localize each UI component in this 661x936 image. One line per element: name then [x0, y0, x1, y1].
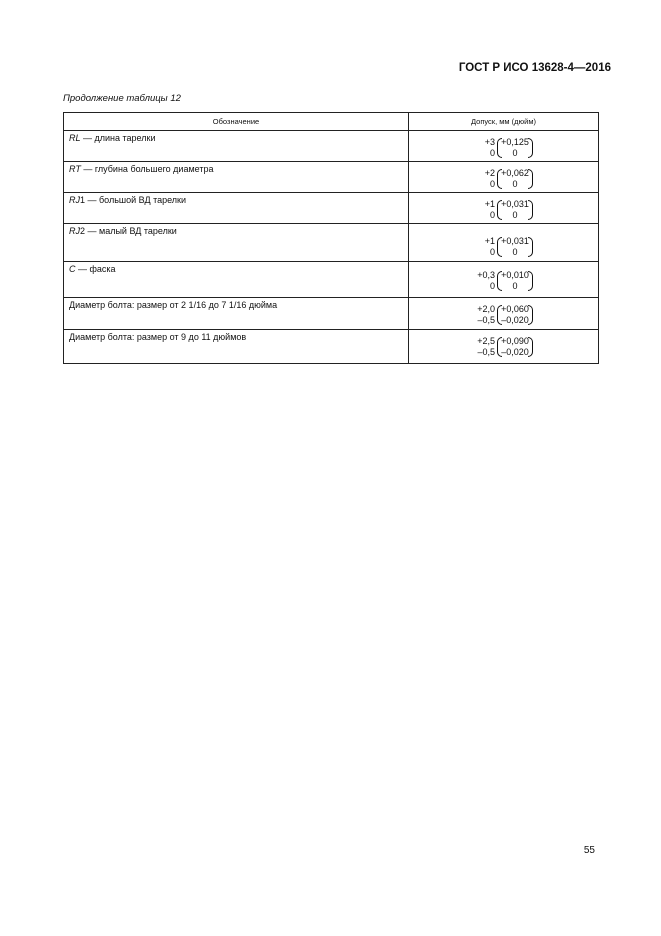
inch-lower: 0 [512, 210, 518, 220]
designation-cell [64, 162, 409, 193]
description: — глубина большего диаметра [80, 164, 214, 174]
inch-lower: 0 [512, 148, 518, 158]
tolerance-cell [409, 162, 599, 193]
column-header-tolerance: Допуск, мм (дюйм) [409, 113, 599, 131]
table-row [64, 298, 599, 330]
inch-lower: –0,020 [501, 347, 529, 357]
inch-upper: +0,031 [501, 236, 529, 246]
inch-lower: –0,020 [501, 315, 529, 325]
description: Диаметр болта: размер от 9 до 11 дюймов [69, 332, 247, 342]
table-header-row [64, 113, 599, 131]
mm-lower: 0 [489, 148, 495, 158]
mm-tolerance [477, 304, 495, 326]
mm-lower: 0 [489, 281, 495, 291]
inch-upper: +0,010 [501, 270, 529, 280]
description: 1 — большой ВД тарелки [80, 195, 187, 205]
mm-tolerance [477, 270, 495, 292]
table-row [64, 193, 599, 224]
column-header-designation: Обозначение [64, 113, 409, 131]
inch-tolerance [497, 236, 533, 258]
table-row [64, 162, 599, 193]
mm-upper: +1 [484, 236, 495, 246]
inch-upper: +0,062 [501, 168, 529, 178]
inch-lower: 0 [512, 281, 518, 291]
mm-lower: –0,5 [477, 315, 495, 325]
inch-upper: +0,060 [501, 304, 529, 314]
table-row [64, 131, 599, 162]
inch-tolerance [497, 199, 533, 221]
table-row [64, 330, 599, 364]
mm-upper: +3 [484, 137, 495, 147]
tolerance-table [63, 112, 599, 364]
mm-tolerance [485, 137, 495, 159]
inch-tolerance [497, 336, 533, 358]
designation-cell [64, 131, 409, 162]
symbol: C [69, 264, 76, 274]
mm-lower: 0 [489, 179, 495, 189]
inch-tolerance [497, 270, 533, 292]
mm-lower: 0 [489, 210, 495, 220]
tolerance-cell [409, 131, 599, 162]
designation-cell [64, 262, 409, 298]
table-row [64, 224, 599, 262]
inch-upper: +0,031 [501, 199, 529, 209]
mm-upper: +2 [484, 168, 495, 178]
mm-lower: –0,5 [477, 347, 495, 357]
symbol: RJ [69, 226, 80, 236]
mm-upper: +2,5 [477, 336, 495, 346]
symbol: RT [69, 164, 81, 174]
inch-upper: +0,125 [501, 137, 529, 147]
mm-tolerance [485, 199, 495, 221]
inch-lower: 0 [512, 179, 518, 189]
tolerance-cell [409, 262, 599, 298]
tolerance-cell [409, 224, 599, 262]
symbol: RJ [69, 195, 80, 205]
symbol: RL [69, 133, 81, 143]
mm-tolerance [477, 336, 495, 358]
description: 2 — малый ВД тарелки [80, 226, 177, 236]
designation-cell [64, 298, 409, 330]
table-caption: Продолжение таблицы 12 [63, 93, 181, 104]
mm-lower: 0 [489, 247, 495, 257]
mm-upper: +1 [484, 199, 495, 209]
standard-header: ГОСТ Р ИСО 13628-4—2016 [458, 62, 611, 74]
mm-upper: +2,0 [477, 304, 495, 314]
description: — длина тарелки [80, 133, 156, 143]
designation-cell [64, 330, 409, 364]
mm-tolerance [485, 168, 495, 190]
inch-tolerance [497, 304, 533, 326]
mm-upper: +0,3 [477, 270, 495, 280]
tolerance-cell [409, 330, 599, 364]
description: — фаска [75, 264, 116, 274]
inch-tolerance [497, 168, 533, 190]
designation-cell [64, 224, 409, 262]
tolerance-cell [409, 193, 599, 224]
description: Диаметр болта: размер от 2 1/16 до 7 1/16 дюйма [69, 300, 278, 310]
designation-cell [64, 193, 409, 224]
inch-upper: +0,090 [501, 336, 529, 346]
inch-lower: 0 [512, 247, 518, 257]
table-row [64, 262, 599, 298]
mm-tolerance [485, 236, 495, 258]
page-number: 55 [583, 845, 595, 856]
inch-tolerance [497, 137, 533, 159]
tolerance-cell [409, 298, 599, 330]
